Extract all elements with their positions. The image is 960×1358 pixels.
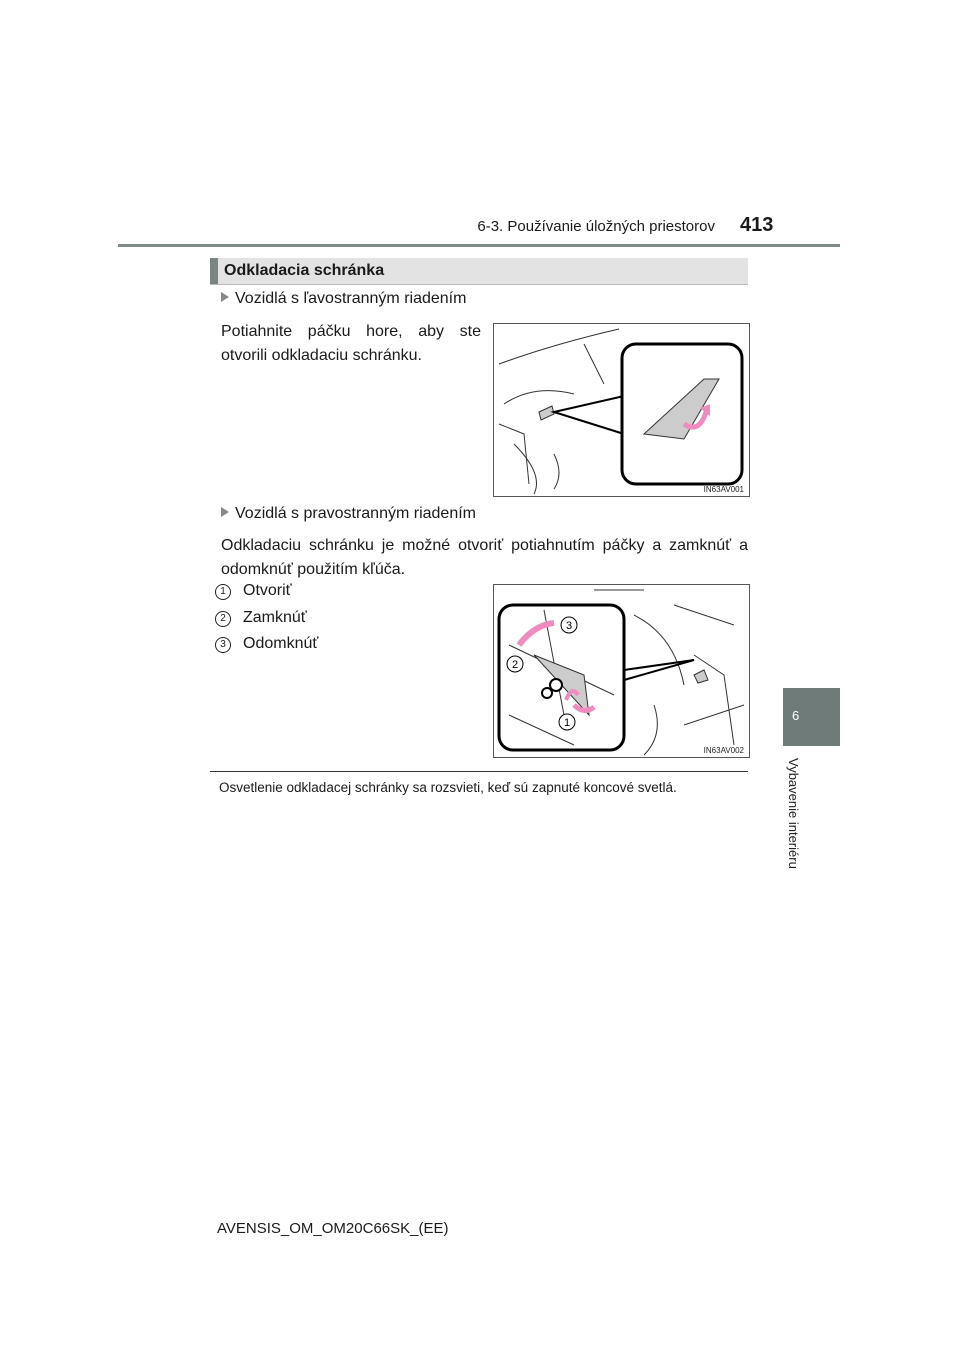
circled-number: 3 — [215, 637, 231, 653]
rhd-heading — [221, 505, 476, 523]
list-item — [215, 635, 318, 653]
chapter-number: 6 — [792, 708, 800, 723]
callout-1: 1 — [563, 717, 571, 729]
item-label: Otvoriť — [243, 582, 292, 599]
figure-code: IN63AV002 — [703, 746, 744, 755]
triangle-bullet-icon — [221, 507, 229, 517]
chapter-tab[interactable] — [783, 688, 840, 746]
list-item — [215, 609, 307, 627]
page-number: 413 — [740, 214, 774, 236]
note-rule — [210, 771, 748, 772]
glovebox-key-illustration — [494, 585, 749, 757]
item-label: Odomknúť — [243, 635, 319, 652]
rhd-heading-text: Vozidlá s pravostranným riadením — [235, 505, 476, 522]
chapter-label: Vybavenie interiéru — [786, 758, 801, 869]
lhd-heading-text: Vozidlá s ľavostranným riadením — [235, 290, 467, 307]
header-rule — [118, 244, 840, 247]
note-text: Osvetlenie odkladacej schránky sa rozsvieti, keď sú zapnuté koncové svetlá. — [219, 780, 677, 795]
lhd-text: Potiahnite páčku hore, aby ste otvorili odkladaciu schránku. — [221, 323, 481, 364]
callout-3: 3 — [565, 620, 573, 632]
glovebox-lever-illustration — [494, 324, 749, 496]
lhd-heading — [221, 290, 466, 308]
figure-rhd-glovebox — [493, 584, 750, 758]
circled-number: 2 — [215, 611, 231, 627]
figure-lhd-glovebox — [493, 323, 750, 497]
rhd-text: Odkladaciu schránku je možné otvoriť potiahnutím páčky a zamknúť a odomknúť použitím kľúča. — [221, 537, 748, 578]
list-item — [215, 582, 292, 600]
circled-number: 1 — [215, 584, 231, 600]
section-header — [210, 258, 748, 285]
item-label: Zamknúť — [243, 609, 307, 626]
callout-2: 2 — [511, 659, 519, 671]
header-section-title: 6-3. Používanie úložných priestorov — [477, 218, 715, 235]
document-id: AVENSIS_OM_OM20C66SK_(EE) — [217, 1220, 449, 1237]
triangle-bullet-icon — [221, 292, 229, 302]
section-title: Odkladacia schránka — [224, 262, 385, 279]
figure-code: IN63AV001 — [703, 485, 744, 494]
